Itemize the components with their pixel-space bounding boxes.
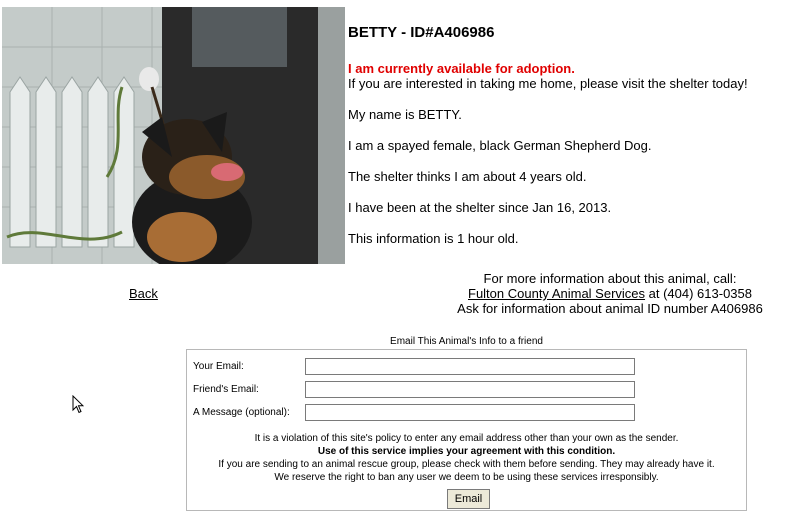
- message-label: A Message (optional):: [193, 407, 290, 418]
- since-line: I have been at the shelter since Jan 16, 2013.: [348, 200, 612, 215]
- friend-email-row: [193, 384, 305, 395]
- dog-photo-image: [2, 7, 345, 264]
- your-email-input[interactable]: [305, 358, 635, 375]
- freshness-line: This information is 1 hour old.: [348, 231, 519, 246]
- email-form: [186, 349, 747, 511]
- email-form-title: Email This Animal's Info to a friend: [390, 336, 543, 347]
- age-line: The shelter thinks I am about 4 years old.: [348, 169, 587, 184]
- visit-text: If you are interested in taking me home, please visit the shelter today!: [348, 76, 748, 91]
- policy-note-3: If you are sending to an animal rescue group, please check with them before sending. They may already have it.: [218, 459, 715, 470]
- animal-info: [348, 24, 793, 246]
- policy-note-2: Use of this service implies your agreement with this condition.: [317, 446, 616, 457]
- your-email-label: Your Email:: [193, 361, 244, 372]
- message-row: [193, 407, 305, 418]
- email-policy-notes: [187, 432, 746, 484]
- back-link[interactable]: Back: [129, 286, 158, 301]
- message-input[interactable]: [305, 404, 635, 421]
- friend-email-input[interactable]: [305, 381, 635, 398]
- email-submit-button[interactable]: Email: [447, 489, 490, 509]
- description-line: I am a spayed female, black German Shepherd Dog.: [348, 138, 652, 153]
- animal-photo: [2, 7, 345, 264]
- name-line: My name is BETTY.: [348, 107, 462, 122]
- contact-line-2: [420, 286, 800, 301]
- your-email-row: [193, 361, 305, 372]
- availability-status: I am currently available for adoption.: [348, 61, 575, 76]
- policy-note-1: It is a violation of this site's policy to enter any email address other than your own as the sender.: [254, 433, 679, 444]
- contact-info: [420, 271, 800, 316]
- policy-note-4: We reserve the right to ban any user we deem to be using these services irresponsibly.: [274, 472, 659, 483]
- shelter-link[interactable]: Fulton County Animal Services: [468, 286, 646, 301]
- friend-email-label: Friend's Email:: [193, 384, 259, 395]
- mouse-cursor-icon: [72, 395, 84, 414]
- contact-line-1: For more information about this animal, call:: [483, 271, 737, 286]
- shelter-phone: at (404) 613-0358: [645, 286, 752, 301]
- contact-line-3: Ask for information about animal ID number A406986: [457, 301, 763, 316]
- animal-title: BETTY - ID#A406986: [348, 24, 495, 41]
